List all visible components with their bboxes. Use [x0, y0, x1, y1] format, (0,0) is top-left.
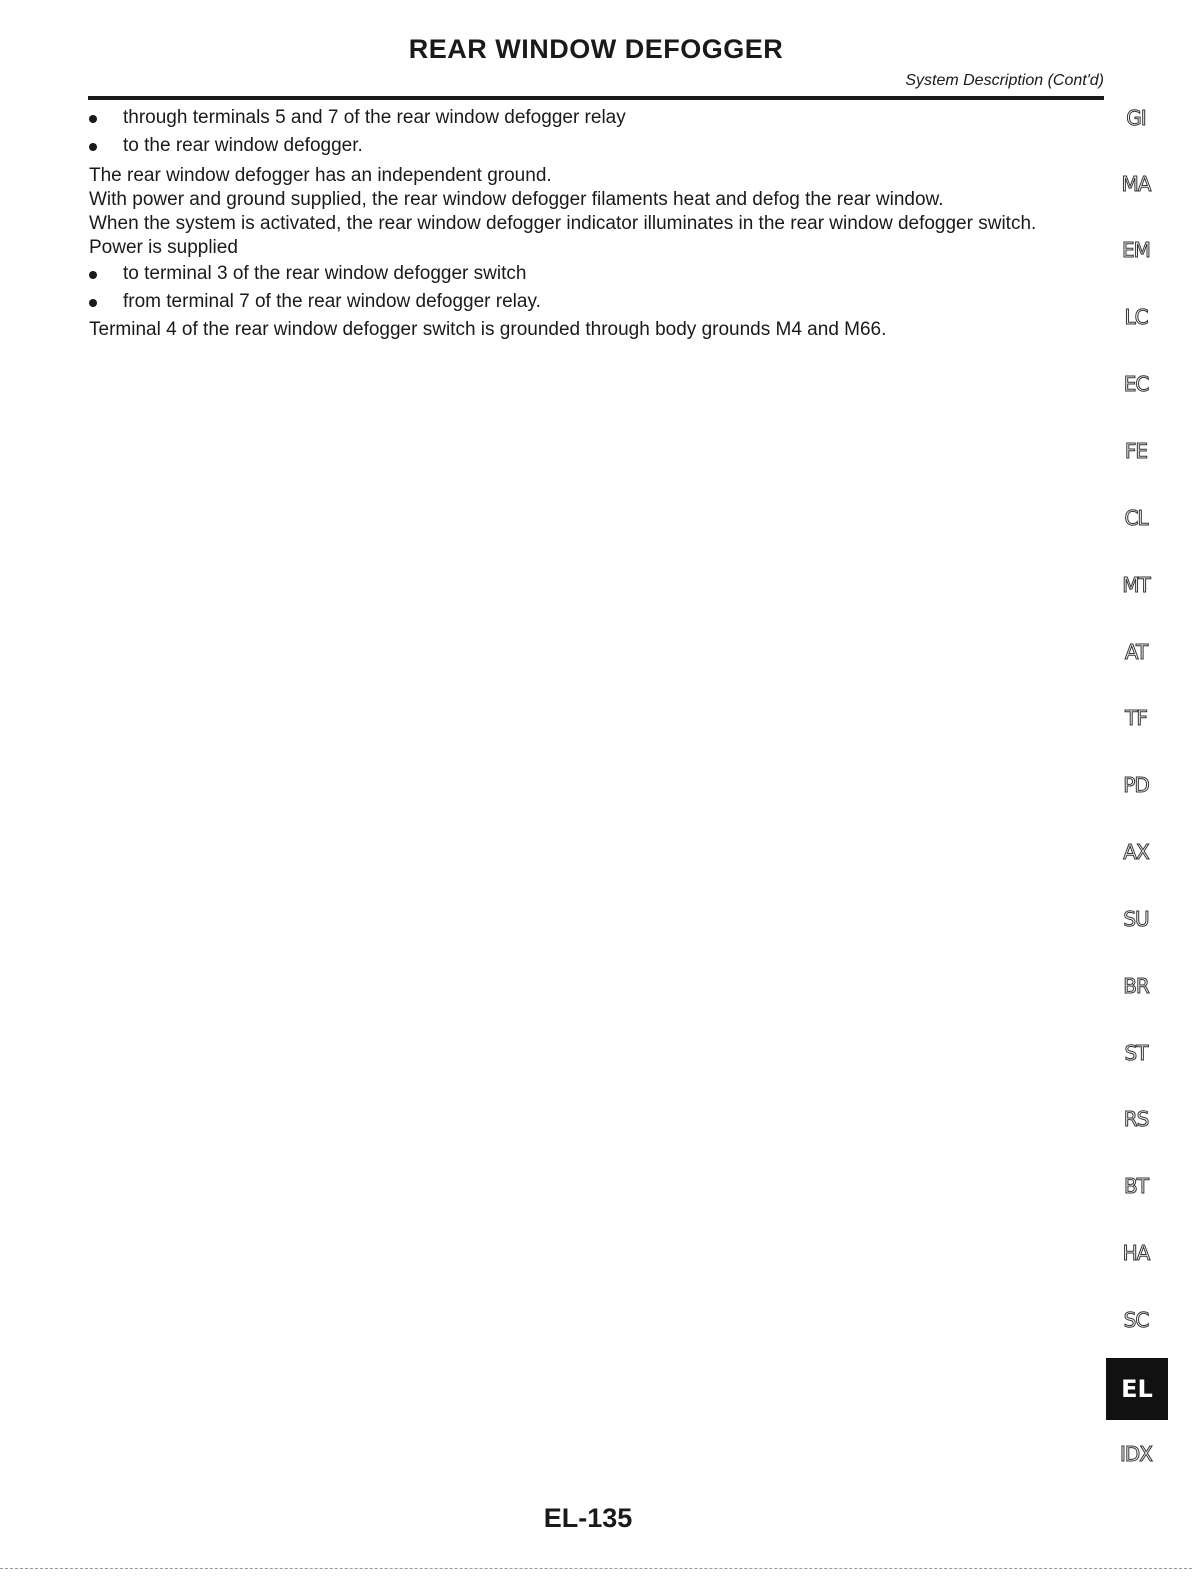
tab-pd[interactable]: PD — [1123, 773, 1149, 797]
paragraph: Terminal 4 of the rear window defogger switch is grounded through body grounds M4 and M66. — [89, 319, 887, 340]
list-item-text: to terminal 3 of the rear window defogger switch — [123, 263, 527, 284]
tab-bt[interactable]: BT — [1124, 1174, 1148, 1198]
tab-ax[interactable]: AX — [1123, 840, 1149, 864]
paragraph: Power is supplied — [89, 237, 238, 258]
page-bottom-edge — [0, 1568, 1192, 1569]
list-item-text: through terminals 5 and 7 of the rear window defogger relay — [123, 107, 626, 128]
paragraph: When the system is activated, the rear window defogger indicator illuminates in the rear window defogger switch. — [89, 213, 1037, 234]
tab-at[interactable]: AT — [1124, 640, 1148, 664]
paragraph: With power and ground supplied, the rear window defogger filaments heat and defog the rear window. — [89, 189, 944, 210]
tab-cl[interactable]: CL — [1124, 506, 1148, 530]
list-item-text: from terminal 7 of the rear window defogger relay. — [123, 291, 541, 312]
tab-su[interactable]: SU — [1123, 907, 1149, 931]
bullet-icon — [89, 115, 97, 123]
tab-rs[interactable]: RS — [1123, 1107, 1149, 1131]
bullet-icon — [89, 299, 97, 307]
tab-sc[interactable]: SC — [1123, 1308, 1149, 1332]
page-number: EL-135 — [543, 1503, 633, 1533]
tab-ma[interactable]: MA — [1121, 172, 1151, 196]
list-item-text: to the rear window defogger. — [123, 135, 363, 156]
tab-gi[interactable]: GI — [1126, 106, 1146, 130]
list-item — [89, 134, 1109, 158]
list-item — [89, 106, 1109, 130]
tab-idx[interactable]: IDX — [1120, 1442, 1152, 1466]
page-title: REAR WINDOW DEFOGGER — [408, 34, 784, 64]
list-item — [89, 290, 1109, 314]
tab-em[interactable]: EM — [1122, 238, 1150, 262]
tab-br[interactable]: BR — [1123, 974, 1149, 998]
list-item — [89, 262, 1109, 286]
tab-fe[interactable]: FE — [1124, 439, 1148, 463]
tab-ha[interactable]: HA — [1122, 1241, 1150, 1265]
bullet-icon — [89, 271, 97, 279]
tab-st[interactable]: ST — [1124, 1041, 1148, 1065]
body-text — [89, 104, 1109, 342]
section-subtitle: System Description (Cont'd) — [905, 72, 1104, 89]
header-rule — [88, 96, 1104, 100]
tab-el-active[interactable]: EL — [1106, 1358, 1168, 1420]
bullet-icon — [89, 143, 97, 151]
paragraph: The rear window defogger has an independent ground. — [89, 165, 552, 186]
tab-lc[interactable]: LC — [1124, 305, 1148, 329]
tab-ec[interactable]: EC — [1123, 372, 1149, 396]
tab-tf[interactable]: TF — [1125, 706, 1147, 730]
tab-mt[interactable]: MT — [1122, 573, 1150, 597]
